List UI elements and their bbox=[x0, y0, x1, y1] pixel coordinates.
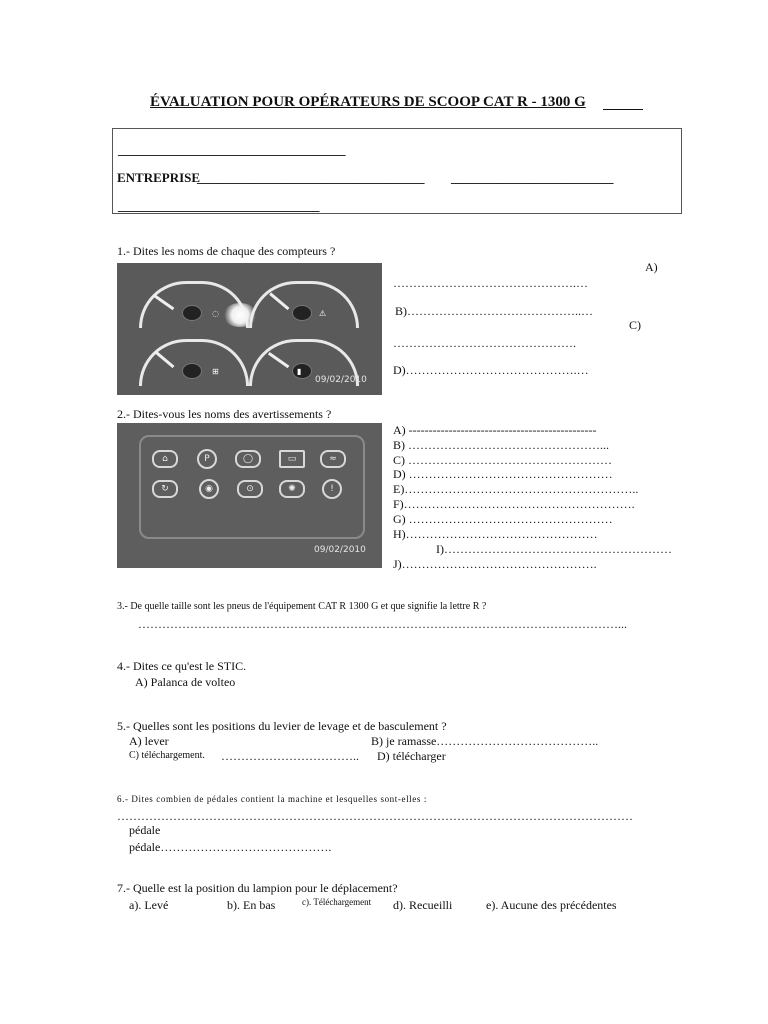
title-underline-extension bbox=[603, 109, 643, 110]
q1-answer-c-field[interactable]: ………………………………………. bbox=[393, 336, 576, 350]
q7-option-e[interactable]: e). Aucune des précédentes bbox=[486, 898, 617, 912]
q2-answer-g[interactable]: G) …………………………………………… bbox=[393, 512, 613, 526]
photo-date-stamp-2: 09/02/2010 bbox=[314, 545, 366, 555]
q5-option-b[interactable]: B) je ramasse………………………………….. bbox=[371, 734, 599, 748]
q7-option-c[interactable]: c). Téléchargement bbox=[302, 897, 372, 907]
q2-answer-d[interactable]: D) …………………………………………… bbox=[393, 467, 613, 481]
q1-answer-a-field[interactable]: ……………………………………….… bbox=[393, 276, 588, 290]
q1-answer-d-field[interactable]: D)…………………………………….… bbox=[393, 363, 589, 377]
question-2: 2.- Dites-vous les noms des avertissements ? bbox=[117, 407, 332, 421]
header-blank-line-1[interactable]: ___________________________________ bbox=[118, 142, 346, 157]
q1-answer-b-field[interactable]: B)……………………………………..… bbox=[395, 304, 593, 318]
page-title: ÉVALUATION POUR OPÉRATEURS DE SCOOP CAT R - 1300 G bbox=[150, 94, 586, 110]
transmission-icon: ◯ bbox=[235, 450, 261, 468]
question-6: 6.- Dites combien de pédales contient la machine et lesquelles sont-elles : bbox=[117, 794, 427, 804]
question-4: 4.- Dites ce qu'est le STIC. bbox=[117, 659, 247, 673]
header-blank-line-3[interactable]: _______________________________ bbox=[118, 198, 320, 213]
gear-light-icon: ✺ bbox=[279, 480, 305, 498]
q2-answer-j[interactable]: J)…………………………………………. bbox=[393, 557, 597, 571]
q1-answer-a-label: A) bbox=[645, 260, 658, 274]
engine-warning-icon: ⌂ bbox=[152, 450, 178, 468]
coolant-icon: ↻ bbox=[152, 480, 178, 498]
engine-temp-symbol-icon: ◌ bbox=[212, 309, 219, 318]
q6-pedal-1[interactable]: pédale bbox=[129, 823, 161, 837]
q5-option-a: A) lever bbox=[129, 734, 169, 748]
photo-date-stamp-1: 09/02/2010 bbox=[315, 375, 367, 385]
q5-option-c-field[interactable]: …………………………….. bbox=[221, 749, 359, 763]
q5-option-d: D) télécharger bbox=[377, 749, 446, 763]
q6-pedal-2[interactable]: pédale……………………………………. bbox=[129, 840, 332, 854]
q2-answer-c[interactable]: C) …………………………………………… bbox=[393, 453, 612, 467]
q4-answer-a: A) Palanca de volteo bbox=[135, 675, 236, 689]
question-7: 7.- Quelle est la position du lampion pour le déplacement? bbox=[117, 881, 398, 895]
q2-answer-e[interactable]: E)………………………………………………….. bbox=[393, 482, 639, 496]
q2-answer-f[interactable]: F)…………………………………………………. bbox=[393, 497, 635, 511]
coolant-symbol-icon: ⚠ bbox=[319, 309, 327, 318]
q5-option-c-label: C) téléchargement. bbox=[129, 750, 205, 761]
entreprise-label: ENTREPRISE bbox=[117, 170, 201, 185]
question-5: 5.- Quelles sont les positions du levier de levage et de basculement ? bbox=[117, 719, 447, 733]
hydraulic-icon: ≈ bbox=[320, 450, 346, 468]
entreprise-field-2[interactable]: _________________________ bbox=[451, 170, 614, 185]
q2-answer-b[interactable]: B) …………………………………………... bbox=[393, 438, 609, 452]
gauge-d-knob-icon bbox=[292, 363, 312, 379]
battery-icon: ▭ bbox=[279, 450, 305, 468]
gauge-c-knob-icon bbox=[182, 363, 202, 379]
q3-answer-field[interactable]: …………………………………………………………………………………………………………... bbox=[138, 617, 627, 631]
gauge-b-knob-icon bbox=[292, 305, 312, 321]
q2-answer-a[interactable]: A) ----------------------------------------------- bbox=[393, 423, 597, 437]
warning-panel-photo bbox=[117, 423, 382, 568]
alert-icon: ! bbox=[322, 479, 342, 499]
parking-brake-icon: P bbox=[197, 449, 217, 469]
steering-icon: ⊙ bbox=[237, 480, 263, 498]
gauge-panel-photo bbox=[117, 263, 382, 395]
q1-answer-c-label: C) bbox=[629, 318, 641, 332]
entreprise-field[interactable]: ___________________________________ bbox=[197, 170, 425, 185]
question-3: 3.- De quelle taille sont les pneus de l'équipement CAT R 1300 G et que signifie la lettre R ? bbox=[117, 601, 487, 612]
gauge-a-knob-icon bbox=[182, 305, 202, 321]
q2-answer-h[interactable]: H)………………………………………… bbox=[393, 527, 598, 541]
fuel-symbol-icon: ▮ bbox=[297, 367, 302, 376]
light-reflection-icon bbox=[223, 303, 257, 327]
q7-option-b[interactable]: b). En bas bbox=[227, 898, 276, 912]
battery-symbol-icon: ⊞ bbox=[212, 367, 219, 376]
question-1: 1.- Dites les noms de chaque des compteurs ? bbox=[117, 244, 336, 258]
q7-option-a[interactable]: a). Levé bbox=[129, 898, 169, 912]
q6-answer-field[interactable]: ………………………………………………………………………………………………………………… bbox=[117, 809, 633, 823]
oil-pressure-icon: ◉ bbox=[199, 479, 219, 499]
q2-answer-i[interactable]: I)………………………………………………… bbox=[436, 542, 672, 556]
q7-option-d[interactable]: d). Recueilli bbox=[393, 898, 453, 912]
